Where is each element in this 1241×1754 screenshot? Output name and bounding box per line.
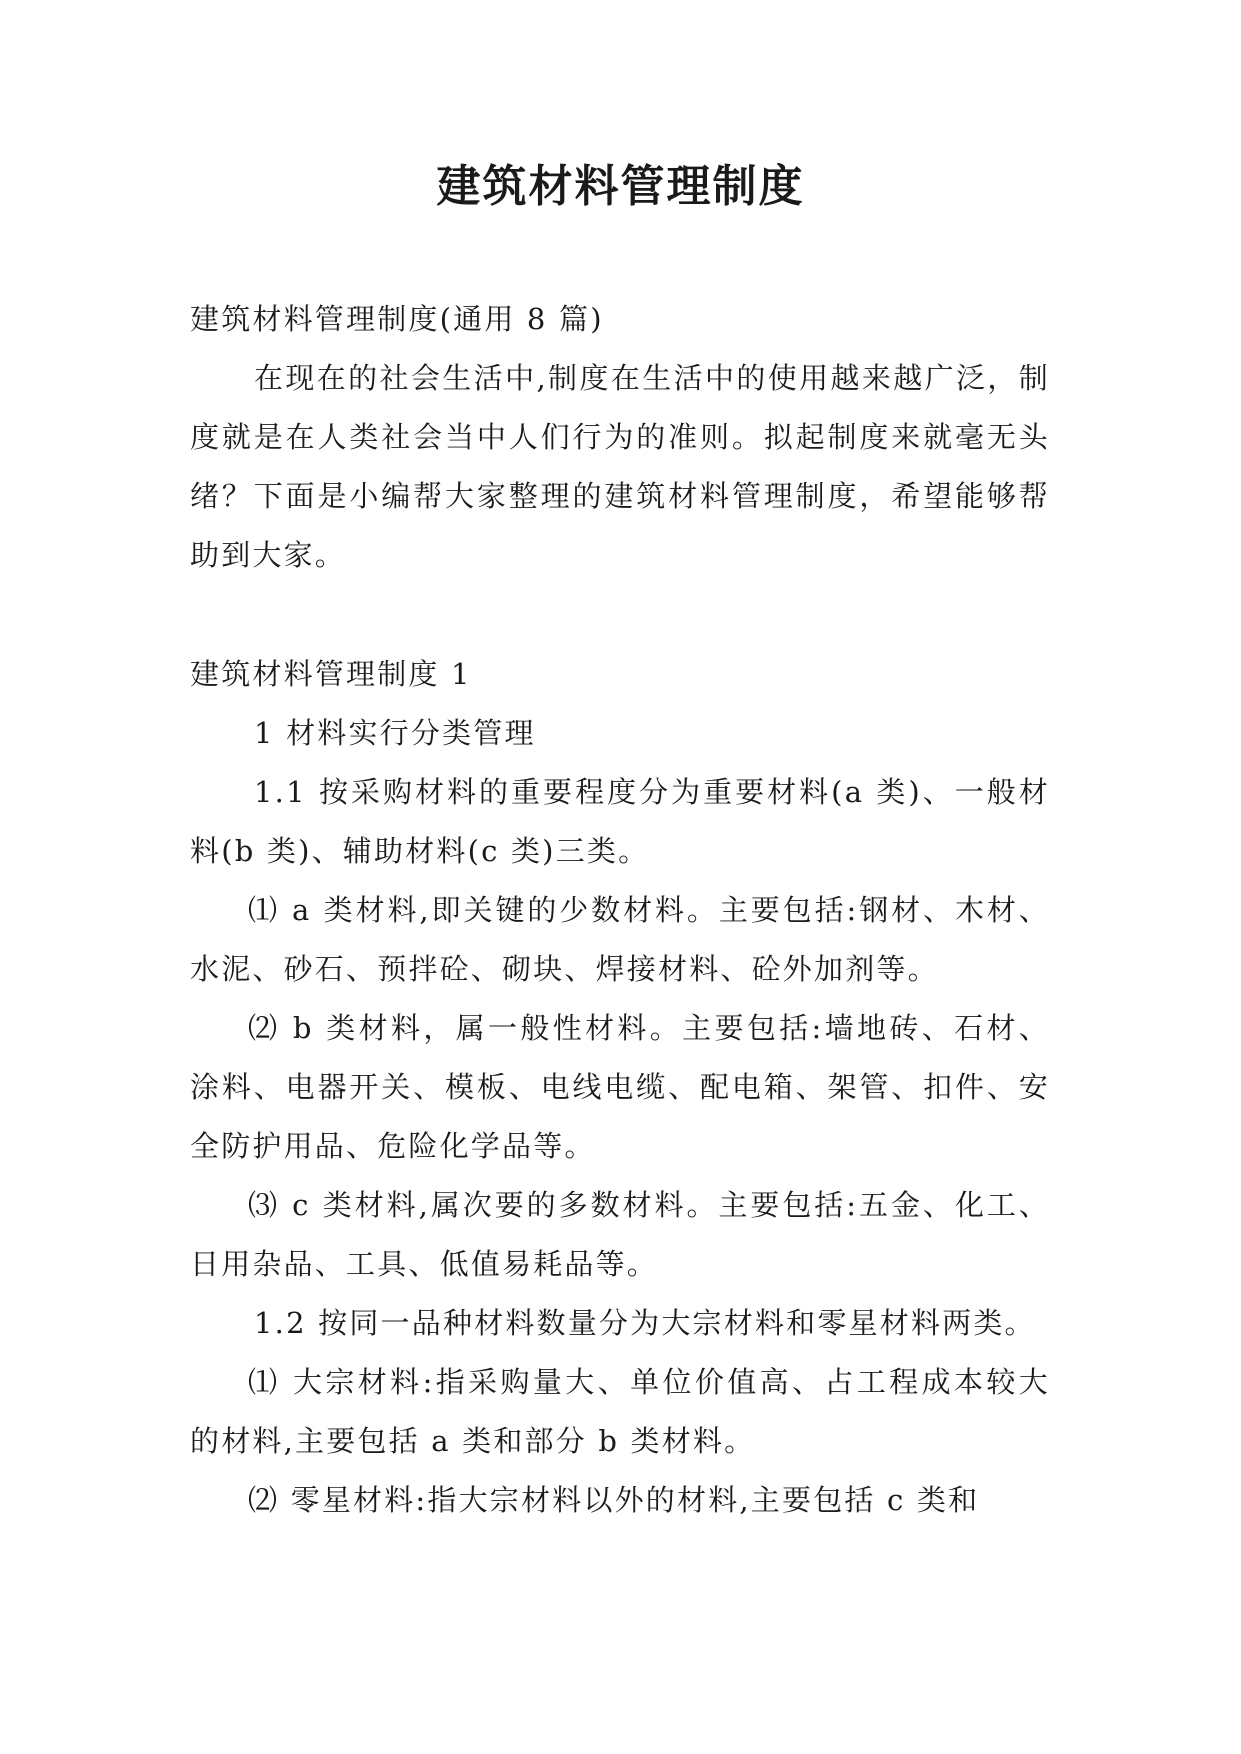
paragraph-item-1-2-a: ⑴ 大宗材料:指采购量大、单位价值高、占工程成本较大的材料,主要包括 a 类和部分 b 类材料。 bbox=[190, 1365, 1050, 1458]
paragraph-item-1-1-a: ⑴ a 类材料,即关键的少数材料。主要包括:钢材、木材、水泥、砂石、预拌砼、砌块、焊接材料、砼外加剂等。 bbox=[190, 893, 1050, 986]
paragraph-item-1: 1 材料实行分类管理 bbox=[254, 716, 536, 750]
paragraph-item-1-1-b: ⑵ b 类材料，属一般性材料。主要包括:墙地砖、石材、涂料、电器开关、模板、电线电缆、配电箱、架管、扣件、安全防护用品、危险化学品等。 bbox=[190, 1011, 1050, 1163]
section-heading: 建筑材料管理制度 1 bbox=[190, 657, 472, 691]
document-title: 建筑材料管理制度 bbox=[436, 161, 805, 212]
paragraph-item-1-1: 1.1 按采购材料的重要程度分为重要材料(a 类)、一般材料(b 类)、辅助材料(c 类)三类。 bbox=[190, 775, 1050, 868]
paragraph-item-1-2-b: ⑵ 零星材料:指大宗材料以外的材料,主要包括 c 类和 bbox=[248, 1483, 980, 1517]
intro-paragraph: 在现在的社会生活中,制度在生活中的使用越来越广泛，制度就是在人类社会当中人们行为的准则。拟起制度来就毫无头绪？下面是小编帮大家整理的建筑材料管理制度，希望能够帮助到大家。 bbox=[190, 361, 1050, 572]
document-body bbox=[190, 290, 1050, 1530]
section-gap bbox=[190, 585, 1050, 645]
document-subtitle: 建筑材料管理制度(通用 8 篇) bbox=[190, 302, 604, 336]
paragraph-item-1-2: 1.2 按同一品种材料数量分为大宗材料和零星材料两类。 bbox=[254, 1306, 1036, 1340]
paragraph-item-1-1-c: ⑶ c 类材料,属次要的多数材料。主要包括:五金、化工、日用杂品、工具、低值易耗品等。 bbox=[190, 1188, 1050, 1281]
